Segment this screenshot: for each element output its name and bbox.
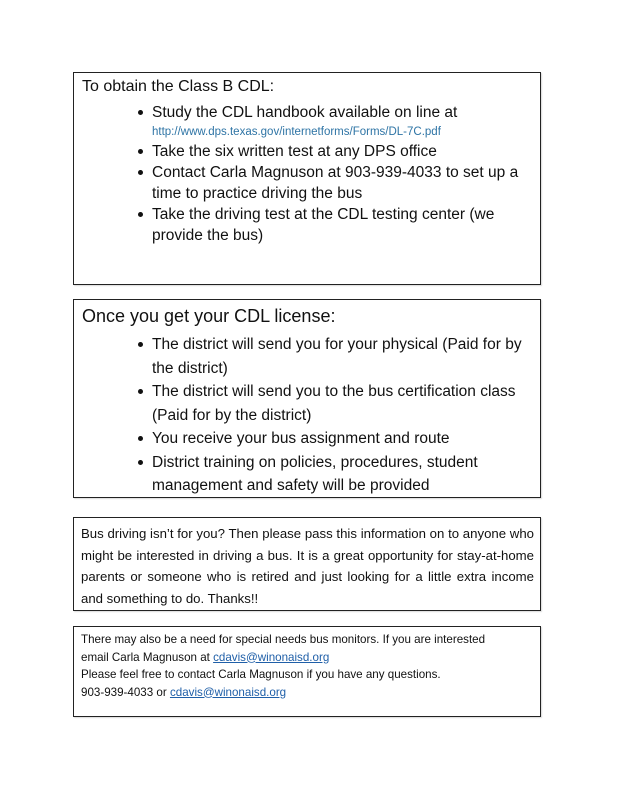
class-b-cdl-box [73, 72, 541, 285]
list-item: Study the CDL handbook available on line at http://www.dps.texas.gov/internetforms/Forms/DL-7C.pdf [140, 102, 534, 141]
bullet-icon [138, 170, 143, 175]
contact-line: Please feel free to contact Carla Magnuson if you have any questions. [81, 668, 441, 681]
bullet-icon [138, 436, 143, 441]
bullet-icon [138, 149, 143, 154]
after-license-heading: Once you get your CDL license: [82, 306, 336, 326]
email-link-2[interactable]: cdavis@winonaisd.org [169, 685, 287, 699]
list-item: The district will send you for your physical (Paid for by the district) [140, 333, 534, 380]
bullet-icon [138, 389, 143, 394]
list-item: You receive your bus assignment and route [140, 427, 534, 451]
pass-it-on-box [73, 517, 541, 611]
after-license-box [73, 299, 541, 498]
class-b-cdl-heading: To obtain the Class B CDL: [82, 78, 275, 95]
pass-it-on-text: Bus driving isn’t for you? Then please pass this information on to anyone who might be interested in driving a bus. It is a great opportunity for stay-at-home parents or someone who is retired and just looking for a little extra income and something to do. Thanks!! [81, 526, 534, 606]
email-link-1[interactable]: cdavis@winonaisd.org [213, 650, 330, 664]
list-item: Take the six written test at any DPS office [140, 141, 534, 162]
bullet-icon [138, 110, 143, 115]
list-item: Take the driving test at the CDL testing center (we provide the bus) [140, 204, 534, 246]
bullet-icon [138, 212, 143, 217]
class-b-cdl-steps [140, 102, 534, 246]
bullet-icon [138, 460, 143, 465]
handbook-link[interactable]: http://www.dps.texas.gov/internetforms/Forms/DL-7C.pdf [152, 126, 441, 138]
bus-monitor-text: There may also be a need for special needs bus monitors. If you are interested email Carla Magnuson at cdavis@winonaisd.org Please feel free to contact Carla Magnuson if you have any questions. 903-939-4033 or cdavis@winonaisd.org [81, 631, 534, 701]
bullet-icon [138, 342, 143, 347]
monitor-need-line: There may also be a need for special needs bus monitors. If you are interested [81, 633, 486, 646]
after-license-list [140, 333, 534, 498]
list-item: The district will send you to the bus certification class (Paid for by the district) [140, 380, 534, 427]
bus-monitor-box [73, 626, 541, 717]
list-item: District training on policies, procedures, student management and safety will be provided [140, 451, 534, 498]
list-item: Contact Carla Magnuson at 903-939-4033 to set up a time to practice driving the bus [140, 162, 534, 204]
